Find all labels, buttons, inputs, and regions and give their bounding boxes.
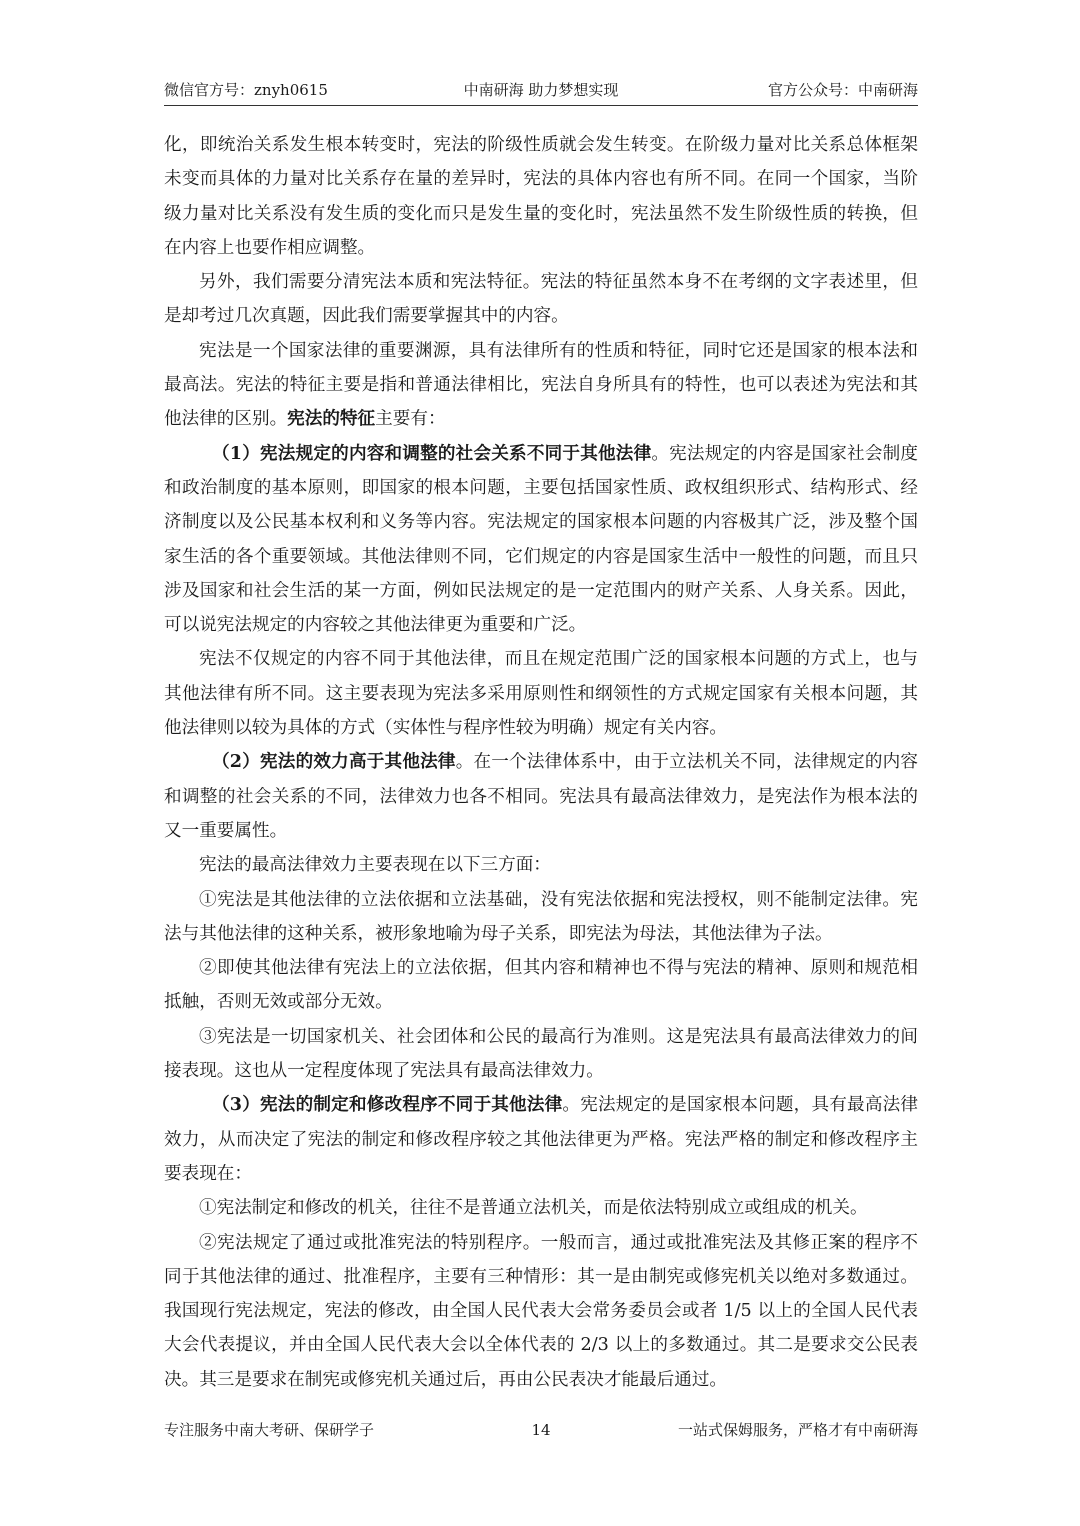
footer-slogan: 一站式保姆服务，严格才有中南研海 — [677, 1421, 918, 1439]
paragraph-procedure-1: ①宪法制定和修改的机关，往往不是普通立法机关，而是依法特别成立或组成的机关。 — [199, 1198, 868, 1219]
paragraph-feature-1: （1）宪法规定的内容和调整的社会关系不同于其他法律。宪法规定的内容是国家社会制度和政治制度的基本原则，即国家的根本问题，主要包括国家性质、政权组织形式、结构形式、经济制度以及公民基本权利和义务等内容。宪法规定的国家根本问题的内容极其广泛，涉及整个国家生活的各个重要领域。其他法律则不同，它们规定的内容是国家生活中一般性的问题，而且只涉及国家和社会生活的某一方面，例如民法规定的是一定范围内的财产关系、人身关系。因此，可以说宪法规定的内容较之其他法律更为重要和广泛。 — [164, 442, 918, 636]
header-slogan: 中南研海 助力梦想实现 — [463, 81, 619, 99]
paragraph-feature-3: （3）宪法的制定和修改程序不同于其他法律。宪法规定的是国家根本问题，具有最高法律效力，从而决定了宪法的制定和修改程序较之其他法律更为严格。宪法严格的制定和修改程序主要表现在： — [164, 1094, 918, 1184]
footer-service-tagline: 专注服务中南大考研、保研学子 — [164, 1421, 375, 1439]
paragraph-essence-vs-features: 另外，我们需要分清宪法本质和宪法特征。宪法的特征虽然本身不在考纲的文字表述里，但是却考过几次真题，因此我们需要掌握其中的内容。 — [164, 272, 918, 327]
paragraph-supreme-effect-3: ③宪法是一切国家机关、社会团体和公民的最高行为准则。这是宪法具有最高法律效力的间接表现。这也从一定程度体现了宪法具有最高法律效力。 — [164, 1026, 918, 1082]
paragraph-feature-1-method: 宪法不仅规定的内容不同于其他法律，而且在规定范围广泛的国家根本问题的方式上，也与其他法律有所不同。这主要表现为宪法多采用原则性和纲领性的方式规定国家有关根本问题，其他法律则以较为具体的方式（实体性与程序性较为明确）规定有关内容。 — [164, 649, 918, 739]
paragraph-procedure-2: ②宪法规定了通过或批准宪法的特别程序。一般而言，通过或批准宪法及其修正案的程序不同于其他法律的通过、批准程序，主要有三种情形：其一是由制宪或修宪机关以绝对多数通过。我国现行宪法规定，宪法的修改，由全国人民代表大会常务委员会或者 1/5 以上的全国人民代表大会代表提议，并由全国人民代表大会以全体代表的 2/3 以上的多数通过。其二是要求交公民表决。其三是要求在制宪或修宪机关通过后，再由公民表决才能最后通过。 — [164, 1232, 918, 1390]
page-footer — [164, 1418, 918, 1442]
document-body — [164, 128, 918, 1397]
paragraph-continuation: 化，即统治关系发生根本转变时，宪法的阶级性质就会发生转变。在阶级力量对比关系总体框架未变而具体的力量对比关系存在量的差异时，宪法的具体内容也有所不同。在同一个国家，当阶级力量对比关系没有发生质的变化而只是发生量的变化时，宪法虽然不发生阶级性质的转换，但在内容上也要作相应调整。 — [164, 135, 918, 258]
header-wechat-id: 微信官方号：znyh0615 — [164, 81, 328, 99]
page-header — [164, 79, 918, 101]
paragraph-features-intro: 宪法是一个国家法律的重要渊源，具有法律所有的性质和特征，同时它还是国家的根本法和最高法。宪法的特征主要是指和普通法律相比，宪法自身所具有的特性，也可以表述为宪法和其他法律的区别。宪法的特征主要有： — [164, 340, 918, 430]
paragraph-supreme-effect-1: ①宪法是其他法律的立法依据和立法基础，没有宪法依据和宪法授权，则不能制定法律。宪法与其他法律的这种关系，被形象地喻为母子关系，即宪法为母法，其他法律为子法。 — [164, 889, 918, 944]
paragraph-supreme-effect-intro: 宪法的最高法律效力主要表现在以下三方面： — [199, 855, 551, 876]
page-number: 14 — [531, 1421, 551, 1439]
header-divider — [164, 105, 918, 106]
paragraph-feature-2: （2）宪法的效力高于其他法律。在一个法律体系中，由于立法机关不同，法律规定的内容和调整的社会关系的不同，法律效力也各不相同。宪法具有最高法律效力，是宪法作为根本法的又一重要属性。 — [164, 751, 918, 841]
header-official-account: 官方公众号：中南研海 — [767, 81, 918, 99]
paragraph-supreme-effect-2: ②即使其他法律有宪法上的立法依据，但其内容和精神也不得与宪法的精神、原则和规范相抵触，否则无效或部分无效。 — [164, 958, 918, 1013]
